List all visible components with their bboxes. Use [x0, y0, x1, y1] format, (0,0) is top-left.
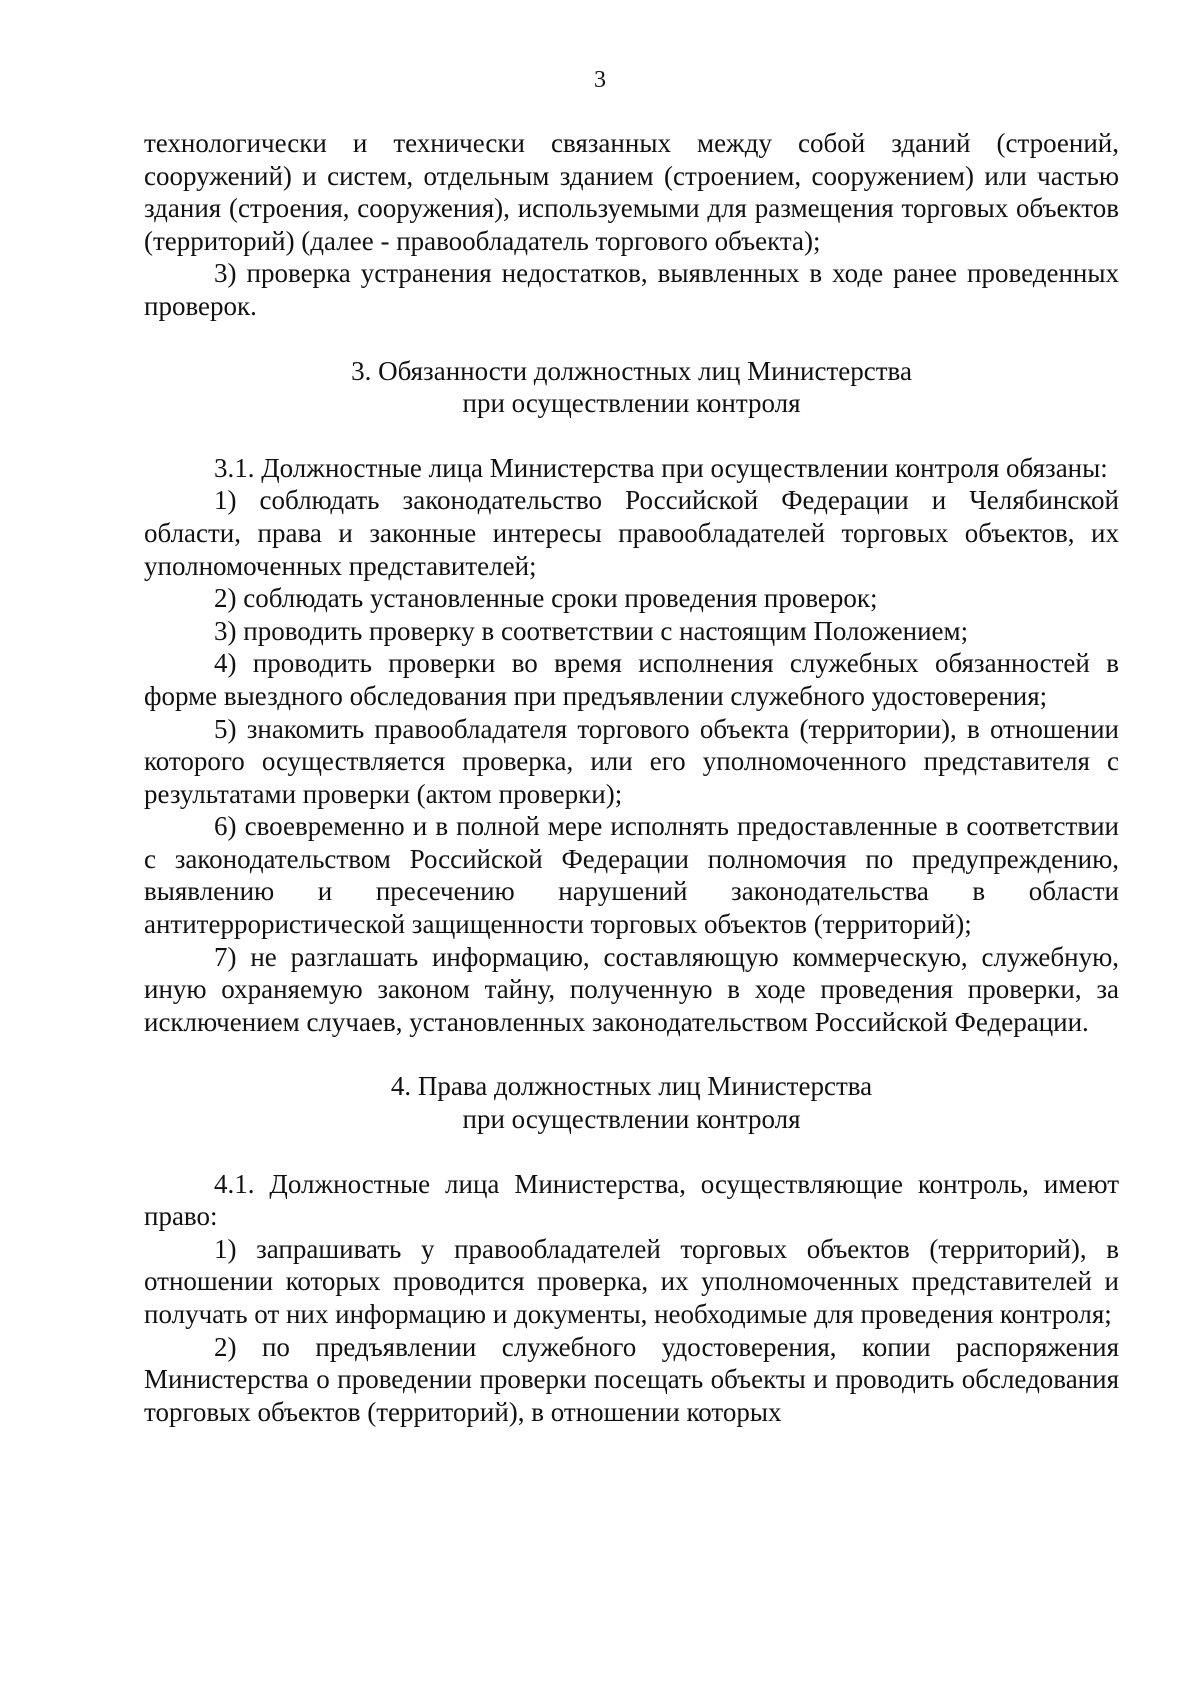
- section-3-heading: [144, 355, 1119, 420]
- section-4-heading-line1: 4. Права должностных лиц Министерства: [390, 1071, 873, 1102]
- section-3-item-2: 2) соблюдать установленные сроки проведения проверок;: [214, 583, 878, 614]
- section-3-item-7: 7) не разглашать информацию, составляющую коммерческую, служебную, иную охраняемую законом тайну, полученную в ходе проведения проверки, за исключением случаев, установленных законодательством Российской Федерации.: [144, 941, 1119, 1037]
- section-3-clause-3-1: 3.1. Должностные лица Министерства при осуществлении контроля обязаны:: [214, 452, 1108, 483]
- section-3-item-4: 4) проводить проверки во время исполнения служебных обязанностей в форме выездного обследования при предъявлении служебного удостоверения;: [144, 648, 1119, 711]
- paragraph-item-3: 3) проверка устранения недостатков, выявленных в ходе ранее проведенных проверок.: [144, 258, 1119, 321]
- section-4-item-2: 2) по предъявлении служебного удостоверения, копии распоряжения Министерства о проведении проверки посещать объекты и проводить обследования торговых объектов (территорий), в отношении которых: [144, 1331, 1119, 1427]
- paragraph-continuation: технологически и технически связанных между собой зданий (строений, сооружений) и систем, отдельным зданием (строением, сооружением) или частью здания (строения, сооружения), используемыми для размещения торговых объектов (территорий) (далее - правообладатель торгового объекта);: [144, 128, 1119, 256]
- section-3-item-1: 1) соблюдать законодательство Российской Федерации и Челябинской области, права и законные интересы правообладателей торговых объектов, их уполномоченных представителей;: [144, 485, 1119, 581]
- page-number: 3: [594, 67, 606, 93]
- section-3-heading-line1: 3. Обязанности должностных лиц Министерства: [351, 355, 912, 386]
- section-4-heading-line2: при осуществлении контроля: [462, 1104, 801, 1135]
- section-4-item-1: 1) запрашивать у правообладателей торговых объектов (территорий), в отношении которых проводится проверка, их уполномоченных представителей и получать от них информацию и документы, необходимые для проведения контроля;: [144, 1233, 1119, 1329]
- section-3-item-3: 3) проводить проверку в соответствии с настоящим Положением;: [214, 615, 969, 646]
- document-body: [144, 127, 1119, 1428]
- section-3-item-5: 5) знакомить правообладателя торгового объекта (территории), в отношении которого осуществляется проверка, или его уполномоченного представителя с результатами проверки (актом проверки);: [144, 713, 1119, 809]
- section-4-clause-4-1: 4.1. Должностные лица Министерства, осуществляющие контроль, имеют право:: [144, 1168, 1119, 1232]
- section-3-item-6: 6) своевременно и в полной мере исполнять предоставленные в соответствии с законодательством Российской Федерации полномочия по предупреждению, выявлению и пресечению нарушений законодательства в области антитеррористической защищенности торговых объектов (территорий);: [144, 811, 1119, 940]
- section-3-heading-line2: при осуществлении контроля: [462, 388, 801, 419]
- section-4-heading: [144, 1070, 1119, 1135]
